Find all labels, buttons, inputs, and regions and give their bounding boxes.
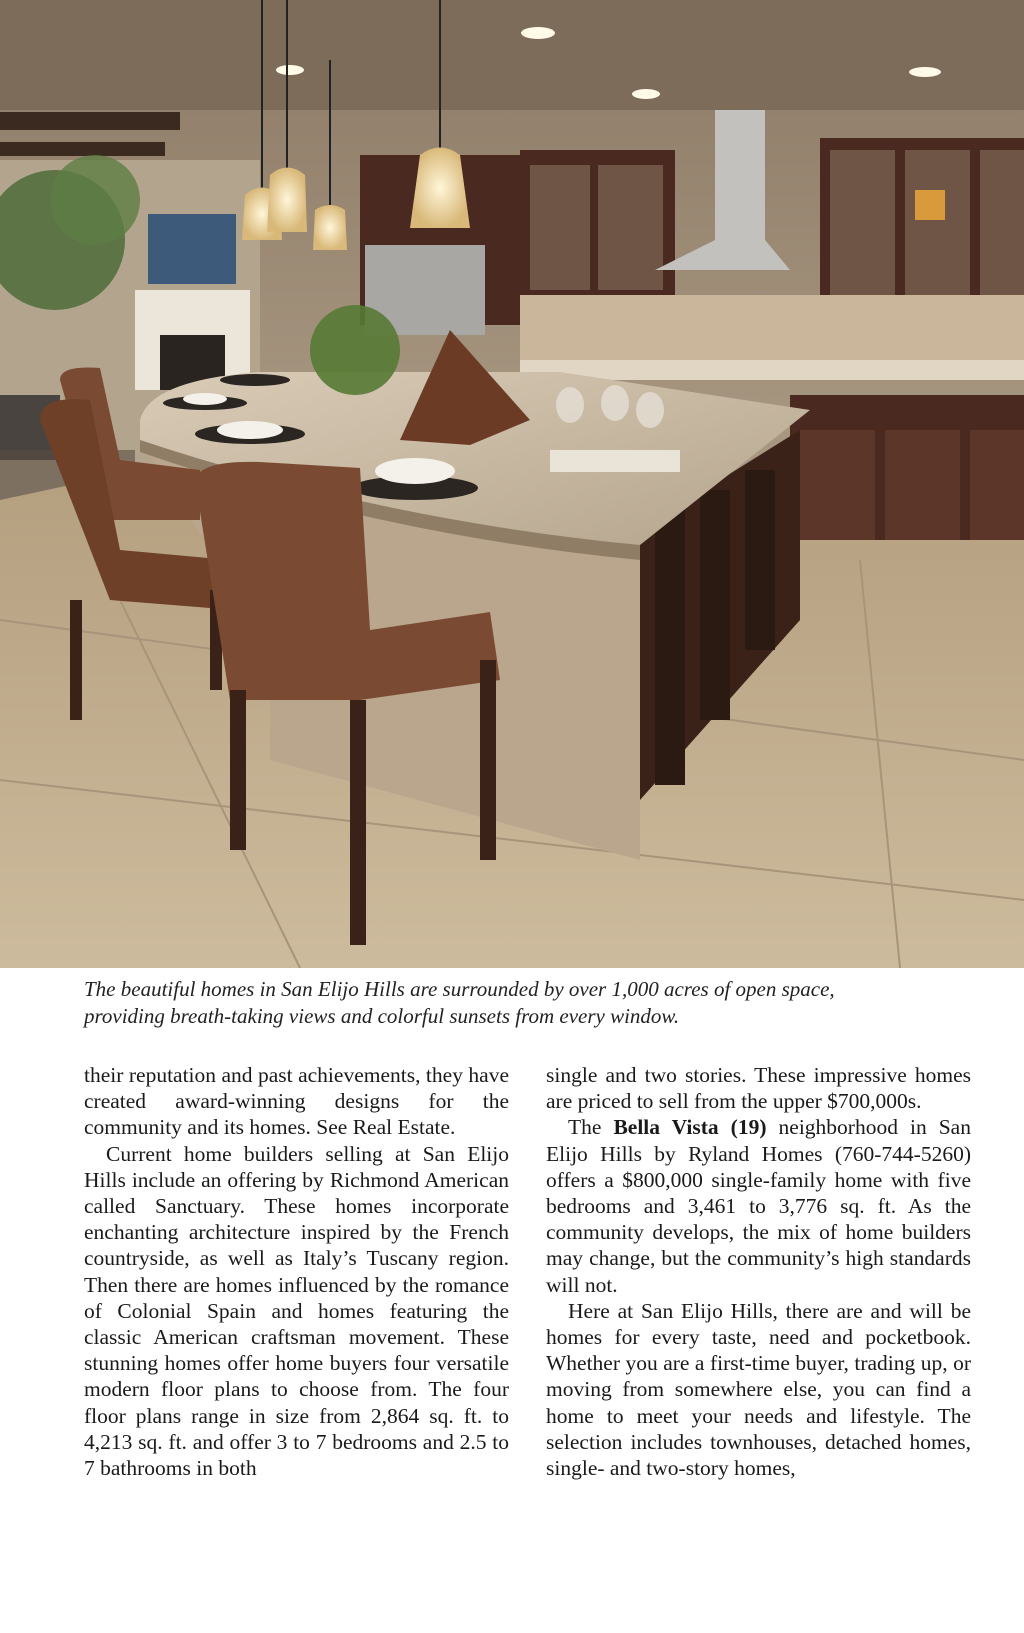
p2-start: The	[568, 1115, 614, 1140]
caption-line-2: providing breath-taking views and colorful sunsets from every window.	[84, 1004, 680, 1028]
right-paragraph-2	[546, 1114, 971, 1297]
right-column	[546, 1062, 971, 1481]
bella-vista-label: Bella Vista (19)	[613, 1115, 767, 1140]
right-paragraph-3: Here at San Elijo Hills, there are and will be homes for every taste, need and pocketbook. Whether you are a first-time buyer, trading up, or moving from somewhere else, you can find a home to meet your needs and lifestyle. The selection includes townhouses, detached homes, single- and two-story homes,	[546, 1298, 971, 1481]
photo-caption	[84, 976, 972, 1030]
left-column	[84, 1062, 509, 1481]
p2-rest: neighborhood in San Elijo Hills by Ryland Homes (760-744-5260) offers a $800,000 single-family home with five bedrooms and 3,461 to 3,776 sq. ft. As the community develops, the mix of home builders may change, but the community’s high standards will not.	[546, 1115, 971, 1297]
caption-line-1: The beautiful homes in San Elijo Hills are surrounded by over 1,000 acres of open space,	[84, 977, 835, 1001]
left-paragraph-1: their reputation and past achievements, they have created award-winning designs for the community and its homes. See Real Estate.	[84, 1063, 509, 1140]
right-paragraph-1: single and two stories. These impressive homes are priced to sell from the upper $700,000s.	[546, 1063, 971, 1114]
left-paragraph-2: Current home builders selling at San Elijo Hills include an offering by Richmond American called Sanctuary. These homes incorporate enchanting architecture inspired by the French countryside, as well as Italy’s Tuscany region. Then there are homes influenced by the romance of Colonial Spain and homes featuring the classic American craftsman movement. These stunning homes offer home buyers four versatile modern floor plans to choose from. The four floor plans range in size from 2,864 sq. ft. to 4,213 sq. ft. and offer 3 to 7 bedrooms and 2.5 to 7 bathrooms in both	[84, 1141, 509, 1481]
